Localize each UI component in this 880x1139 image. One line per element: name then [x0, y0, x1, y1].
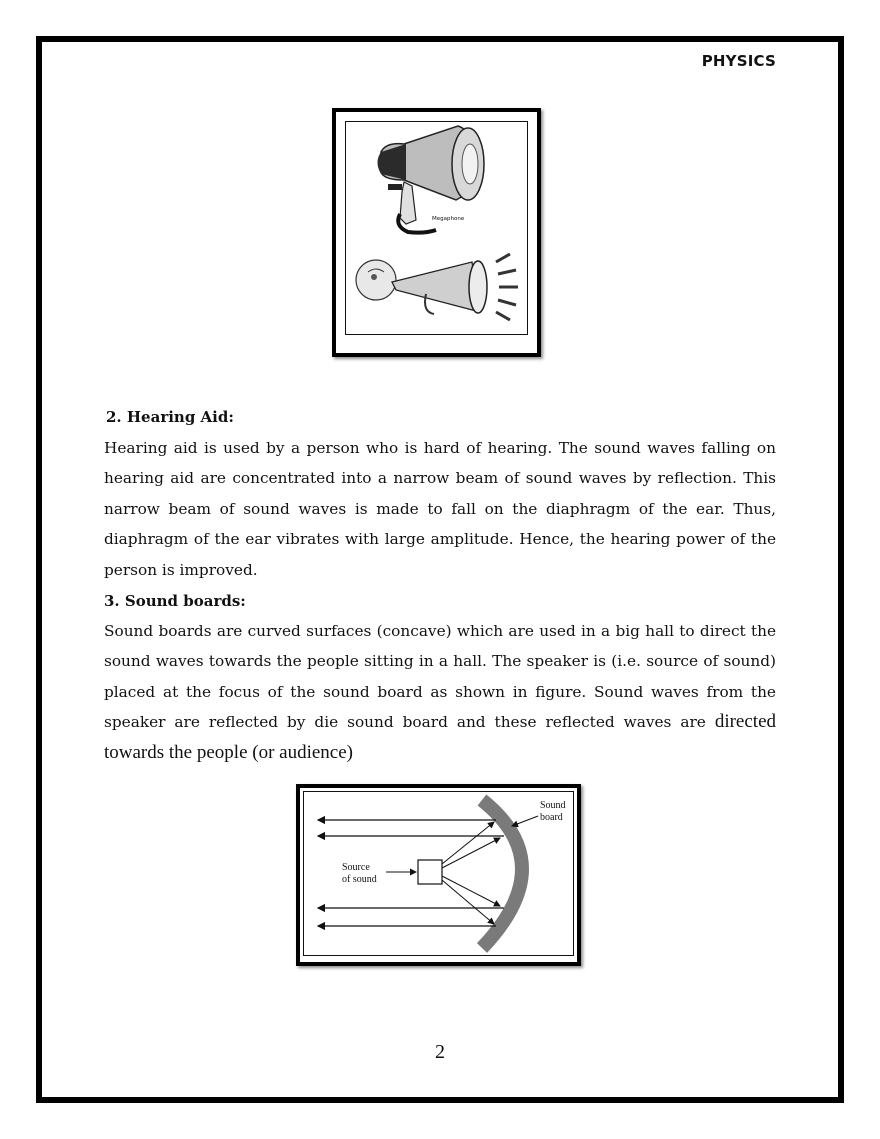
board-label-line1: Sound — [540, 800, 566, 811]
sound-boards-heading: 3. Sound boards: — [104, 592, 246, 610]
sound-board-figure — [296, 784, 581, 966]
sound-board-diagram — [300, 788, 577, 962]
megaphone-drawing — [378, 126, 485, 233]
megaphone-figure-inner-frame — [345, 121, 528, 335]
incident-ray-3 — [442, 876, 500, 906]
sound-boards-paragraph-text: Sound boards are curved surfaces (concave) which are used in a big hall to direct the sound waves towards the people sitting in a hall. The speaker is (i.e. source of sound) placed at the focus of the sound board as shown in figure. Sound waves from the speaker are reflected by die sound board and these reflected waves are — [104, 622, 776, 732]
board-pointer-arrow — [512, 816, 538, 826]
megaphone-illustration — [346, 122, 535, 340]
hearing-aid-paragraph: Hearing aid is used by a person who is hard of hearing. The sound waves falling on hearing aid are concentrated into a narrow beam of sound waves by reflection. This narrow beam of sound waves is made to fall on the diaphragm of the ear. Thus, diaphragm of the ear vibrates with large amplitude. Hence, the hearing power of the person is improved. — [104, 439, 776, 579]
sound-boards-paragraph-emphasis: directed towards the people (or audience) — [104, 711, 776, 763]
incident-ray-1 — [442, 822, 494, 864]
person-with-cone-drawing — [356, 254, 518, 320]
megaphone-label: Megaphone — [432, 216, 465, 222]
sound-source-box — [418, 860, 442, 884]
board-label-line2: board — [540, 812, 563, 823]
incident-ray-2 — [442, 838, 500, 868]
hearing-aid-heading: 2. Hearing Aid: — [106, 408, 234, 426]
source-label-line1: Source — [342, 862, 370, 873]
incident-ray-4 — [442, 880, 494, 924]
page-header-subject: PHYSICS — [701, 52, 776, 70]
source-label-line2: of sound — [342, 874, 377, 885]
megaphone-figure — [332, 108, 541, 357]
page-number: 2 — [435, 1041, 445, 1063]
sound-boards-paragraph — [104, 616, 776, 768]
